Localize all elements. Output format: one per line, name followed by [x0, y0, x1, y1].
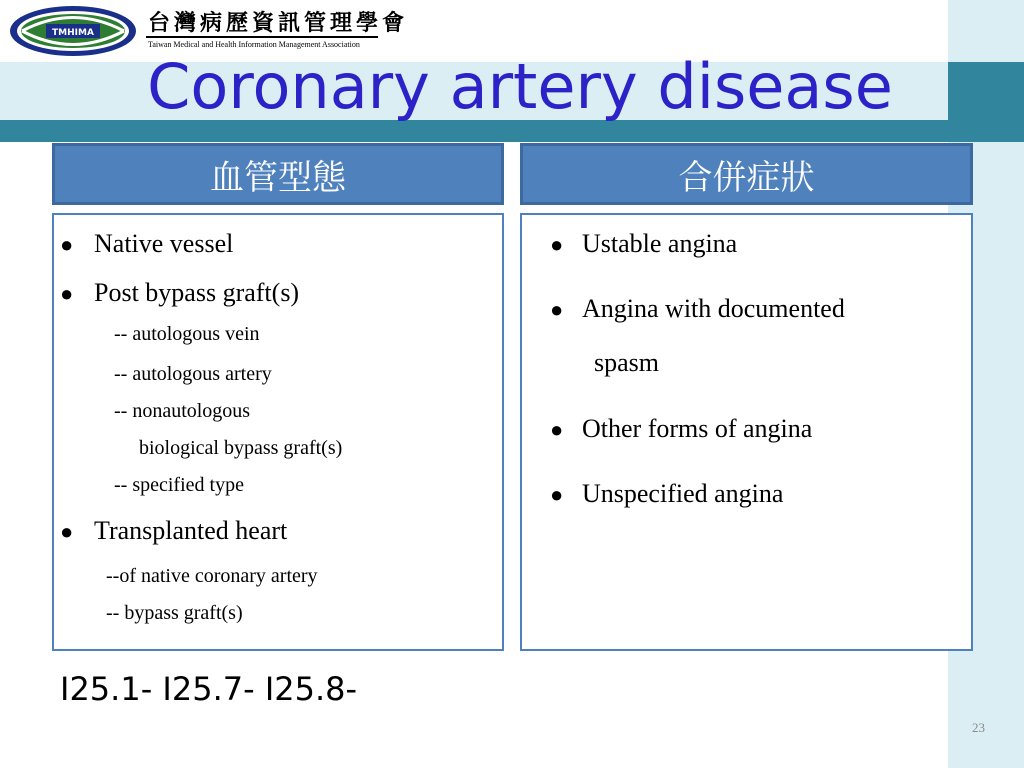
sub-item-biological: biological bypass graft(s) — [139, 437, 343, 459]
item-native-vessel: Native vessel — [94, 229, 234, 258]
list-item — [60, 516, 287, 546]
item-other-angina: Other forms of angina — [582, 414, 813, 443]
logo-divider — [146, 36, 378, 38]
left-column-header — [52, 143, 504, 205]
sub-item-specified-type: -- specified type — [114, 474, 244, 496]
item-post-bypass: Post bypass graft(s) — [94, 278, 300, 307]
sub-item-autologous-vein: -- autologous vein — [114, 323, 260, 345]
right-column-header — [520, 143, 973, 205]
page-number: 23 — [972, 720, 985, 735]
item-ustable-angina: Ustable angina — [582, 229, 738, 258]
list-item — [550, 229, 737, 259]
bullet-icon: ● — [550, 297, 564, 322]
item-angina-spasm: spasm — [594, 348, 659, 377]
bullet-icon: ● — [550, 482, 564, 507]
complication-panel — [520, 213, 973, 651]
sub-item-native-coronary: --of native coronary artery — [106, 565, 318, 587]
title-band-dark — [0, 120, 948, 142]
bullet-icon: ● — [550, 232, 564, 257]
slide-title: Coronary artery disease — [147, 50, 893, 123]
sub-item-bypass-grafts: -- bypass graft(s) — [106, 602, 243, 624]
sub-item-nonautologous: -- nonautologous — [114, 400, 251, 422]
list-item — [550, 479, 783, 509]
item-transplanted-heart: Transplanted heart — [94, 516, 288, 545]
list-item — [550, 414, 812, 444]
emblem-text: TMHIMA — [52, 28, 94, 38]
org-name-chinese: 台灣病歷資訊管理學會 — [148, 11, 409, 36]
item-angina-documented: Angina with documented — [582, 294, 845, 323]
item-unspecified-angina: Unspecified angina — [582, 479, 784, 508]
list-item — [60, 278, 299, 308]
org-name-english: Taiwan Medical and Health Information Management Association — [148, 40, 360, 49]
bullet-icon: ● — [60, 519, 74, 544]
left-header-label: 血管型態 — [210, 157, 346, 198]
list-item — [550, 294, 845, 324]
icd-codes: I25.1- I25.7- I25.8- — [60, 670, 358, 708]
bullet-icon: ● — [60, 281, 74, 306]
bullet-icon: ● — [550, 417, 564, 442]
sub-item-autologous-artery: -- autologous artery — [114, 363, 272, 385]
vessel-type-panel — [52, 213, 504, 651]
bullet-icon: ● — [60, 232, 74, 257]
list-item — [60, 229, 233, 259]
right-header-label: 合併症狀 — [678, 157, 815, 198]
